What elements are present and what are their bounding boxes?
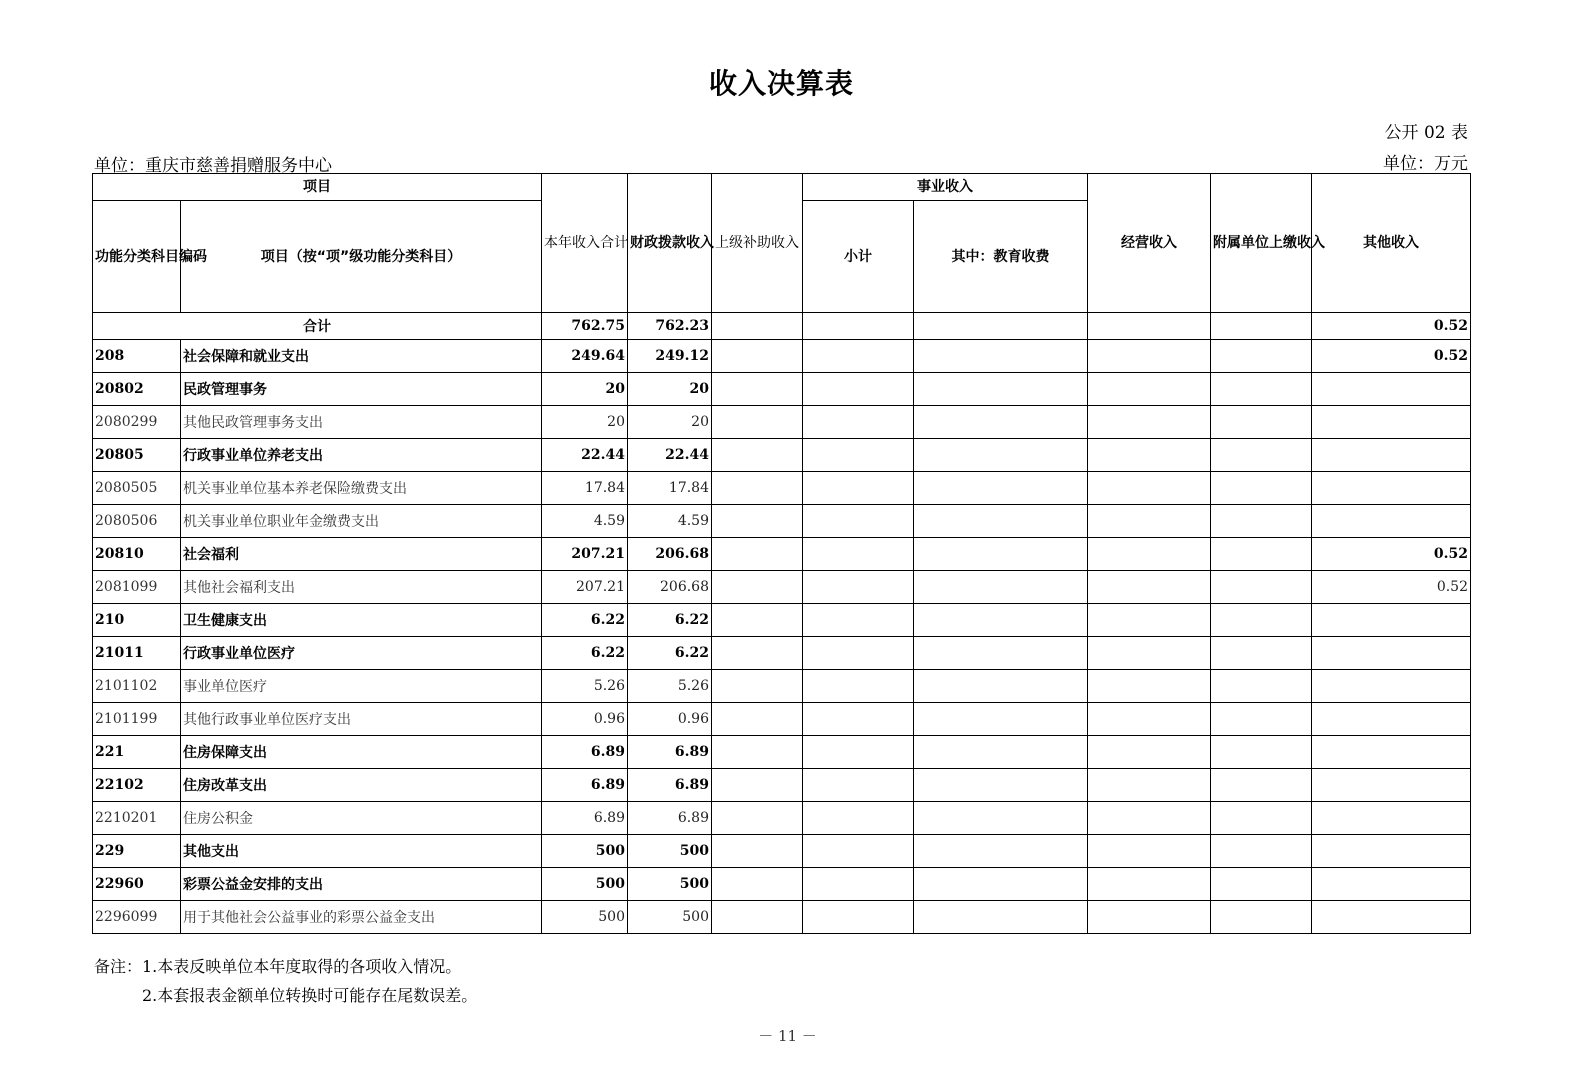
income-table — [92, 173, 1471, 934]
row-other — [1312, 406, 1471, 439]
row-operating — [1088, 769, 1211, 802]
row-superior — [712, 802, 803, 835]
row-total: 6.89 — [542, 736, 628, 769]
page-title: 收入决算表 — [708, 67, 854, 100]
total-label: 合计 — [93, 313, 542, 340]
table-row — [93, 736, 1471, 769]
page-number: － 11 － — [758, 1027, 817, 1045]
row-operating — [1088, 868, 1211, 901]
header-fiscal: 财政拨款收入 — [628, 174, 712, 313]
row-fiscal: 500 — [628, 901, 712, 934]
row-affiliated — [1211, 901, 1312, 934]
row-education — [914, 736, 1088, 769]
row-operating — [1088, 835, 1211, 868]
row-superior — [712, 736, 803, 769]
row-total: 500 — [542, 835, 628, 868]
total-superior-value — [712, 313, 803, 340]
row-subtotal — [803, 637, 914, 670]
row-superior — [712, 439, 803, 472]
table-row — [93, 901, 1471, 934]
note-2: 2.本套报表金额单位转换时可能存在尾数误差。 — [142, 986, 478, 1005]
row-total: 20 — [542, 373, 628, 406]
row-other: 0.52 — [1312, 538, 1471, 571]
header-project: 项目 — [93, 174, 542, 201]
row-superior — [712, 571, 803, 604]
row-education — [914, 769, 1088, 802]
row-operating — [1088, 670, 1211, 703]
row-fiscal: 0.96 — [628, 703, 712, 736]
row-subtotal — [803, 340, 914, 373]
row-education — [914, 802, 1088, 835]
row-affiliated — [1211, 505, 1312, 538]
row-code: 2080505 — [93, 472, 181, 505]
total-subtotal-value — [803, 313, 914, 340]
row-subtotal — [803, 505, 914, 538]
total-operating-value — [1088, 313, 1211, 340]
total-row — [93, 313, 1471, 340]
row-subtotal — [803, 802, 914, 835]
row-code: 2101199 — [93, 703, 181, 736]
row-name: 行政事业单位养老支出 — [181, 439, 542, 472]
row-code: 21011 — [93, 637, 181, 670]
row-education — [914, 901, 1088, 934]
row-superior — [712, 505, 803, 538]
row-superior — [712, 406, 803, 439]
row-subtotal — [803, 736, 914, 769]
row-other — [1312, 835, 1471, 868]
table-row — [93, 406, 1471, 439]
row-affiliated — [1211, 868, 1312, 901]
row-name: 行政事业单位医疗 — [181, 637, 542, 670]
row-fiscal: 20 — [628, 373, 712, 406]
row-total: 6.89 — [542, 769, 628, 802]
row-fiscal: 249.12 — [628, 340, 712, 373]
row-education — [914, 538, 1088, 571]
row-total: 6.22 — [542, 604, 628, 637]
row-subtotal — [803, 571, 914, 604]
row-superior — [712, 901, 803, 934]
header-other: 其他收入 — [1312, 174, 1471, 313]
row-code: 22102 — [93, 769, 181, 802]
row-total: 6.22 — [542, 637, 628, 670]
table-row — [93, 802, 1471, 835]
row-code: 210 — [93, 604, 181, 637]
row-education — [914, 835, 1088, 868]
row-fiscal: 6.89 — [628, 769, 712, 802]
row-fiscal: 206.68 — [628, 538, 712, 571]
row-affiliated — [1211, 670, 1312, 703]
row-fiscal: 5.26 — [628, 670, 712, 703]
row-total: 17.84 — [542, 472, 628, 505]
row-name: 住房公积金 — [181, 802, 542, 835]
row-operating — [1088, 802, 1211, 835]
row-name: 其他民政管理事务支出 — [181, 406, 542, 439]
row-code: 221 — [93, 736, 181, 769]
row-subtotal — [803, 901, 914, 934]
row-superior — [712, 538, 803, 571]
row-fiscal: 500 — [628, 835, 712, 868]
row-superior — [712, 868, 803, 901]
row-superior — [712, 373, 803, 406]
row-name: 卫生健康支出 — [181, 604, 542, 637]
row-code: 2081099 — [93, 571, 181, 604]
total-education-value — [914, 313, 1088, 340]
row-total: 207.21 — [542, 571, 628, 604]
row-other — [1312, 472, 1471, 505]
row-other — [1312, 439, 1471, 472]
row-education — [914, 571, 1088, 604]
total-income-value: 762.75 — [542, 313, 628, 340]
row-fiscal: 206.68 — [628, 571, 712, 604]
row-name: 事业单位医疗 — [181, 670, 542, 703]
row-education — [914, 340, 1088, 373]
row-affiliated — [1211, 604, 1312, 637]
row-operating — [1088, 472, 1211, 505]
row-education — [914, 670, 1088, 703]
header-subtotal: 小计 — [803, 201, 914, 313]
header-business: 事业收入 — [803, 174, 1088, 201]
row-other — [1312, 637, 1471, 670]
row-name: 其他支出 — [181, 835, 542, 868]
row-other — [1312, 604, 1471, 637]
row-operating — [1088, 373, 1211, 406]
row-fiscal: 6.22 — [628, 604, 712, 637]
table-row — [93, 769, 1471, 802]
row-operating — [1088, 901, 1211, 934]
row-code: 208 — [93, 340, 181, 373]
table-row — [93, 835, 1471, 868]
row-affiliated — [1211, 472, 1312, 505]
row-affiliated — [1211, 637, 1312, 670]
row-other: 0.52 — [1312, 340, 1471, 373]
header-total-income: 本年收入合计 — [542, 174, 628, 313]
row-name: 用于其他社会公益事业的彩票公益金支出 — [181, 901, 542, 934]
header-affiliated: 附属单位上缴收入 — [1211, 174, 1312, 313]
row-code: 22960 — [93, 868, 181, 901]
row-subtotal — [803, 406, 914, 439]
row-name: 民政管理事务 — [181, 373, 542, 406]
row-name: 住房保障支出 — [181, 736, 542, 769]
table-row — [93, 637, 1471, 670]
row-fiscal: 6.89 — [628, 802, 712, 835]
row-fiscal: 4.59 — [628, 505, 712, 538]
form-number: 公开 02 表 — [1384, 123, 1468, 143]
row-total: 249.64 — [542, 340, 628, 373]
row-education — [914, 439, 1088, 472]
note-1: 备注：1.本表反映单位本年度取得的各项收入情况。 — [94, 957, 462, 976]
row-subtotal — [803, 670, 914, 703]
row-subtotal — [803, 835, 914, 868]
row-subtotal — [803, 604, 914, 637]
row-superior — [712, 637, 803, 670]
row-fiscal: 22.44 — [628, 439, 712, 472]
row-name: 机关事业单位职业年金缴费支出 — [181, 505, 542, 538]
header-func-code: 功能分类科目编码 — [93, 201, 181, 313]
table-row — [93, 571, 1471, 604]
row-name: 社会福利 — [181, 538, 542, 571]
table-row — [93, 472, 1471, 505]
row-total: 6.89 — [542, 802, 628, 835]
row-education — [914, 604, 1088, 637]
table-row — [93, 868, 1471, 901]
row-education — [914, 373, 1088, 406]
row-code: 20810 — [93, 538, 181, 571]
row-education — [914, 406, 1088, 439]
row-affiliated — [1211, 439, 1312, 472]
row-superior — [712, 835, 803, 868]
table-row — [93, 373, 1471, 406]
row-other — [1312, 868, 1471, 901]
row-other — [1312, 901, 1471, 934]
row-total: 4.59 — [542, 505, 628, 538]
row-operating — [1088, 571, 1211, 604]
row-operating — [1088, 505, 1211, 538]
row-code: 2080506 — [93, 505, 181, 538]
row-affiliated — [1211, 736, 1312, 769]
header-operating: 经营收入 — [1088, 174, 1211, 313]
row-subtotal — [803, 439, 914, 472]
row-total: 500 — [542, 901, 628, 934]
unit-currency: 单位：万元 — [1383, 154, 1468, 174]
row-name: 其他社会福利支出 — [181, 571, 542, 604]
total-other-value: 0.52 — [1312, 313, 1471, 340]
row-fiscal: 17.84 — [628, 472, 712, 505]
row-other — [1312, 703, 1471, 736]
table-row — [93, 604, 1471, 637]
row-code: 20805 — [93, 439, 181, 472]
row-code: 2210201 — [93, 802, 181, 835]
header-education: 其中：教育收费 — [914, 201, 1088, 313]
row-total: 0.96 — [542, 703, 628, 736]
row-superior — [712, 670, 803, 703]
row-subtotal — [803, 472, 914, 505]
row-superior — [712, 769, 803, 802]
row-operating — [1088, 637, 1211, 670]
row-operating — [1088, 406, 1211, 439]
header-superior: 上级补助收入 — [712, 174, 803, 313]
row-fiscal: 6.22 — [628, 637, 712, 670]
row-name: 住房改革支出 — [181, 769, 542, 802]
table-row — [93, 538, 1471, 571]
row-total: 5.26 — [542, 670, 628, 703]
row-operating — [1088, 439, 1211, 472]
row-other — [1312, 769, 1471, 802]
row-subtotal — [803, 373, 914, 406]
row-affiliated — [1211, 703, 1312, 736]
row-education — [914, 472, 1088, 505]
row-code: 2296099 — [93, 901, 181, 934]
row-superior — [712, 703, 803, 736]
row-fiscal: 500 — [628, 868, 712, 901]
row-name: 社会保障和就业支出 — [181, 340, 542, 373]
row-other — [1312, 670, 1471, 703]
row-operating — [1088, 340, 1211, 373]
table-row — [93, 670, 1471, 703]
row-affiliated — [1211, 835, 1312, 868]
row-other: 0.52 — [1312, 571, 1471, 604]
total-fiscal-value: 762.23 — [628, 313, 712, 340]
row-education — [914, 703, 1088, 736]
row-affiliated — [1211, 769, 1312, 802]
row-name: 彩票公益金安排的支出 — [181, 868, 542, 901]
header-item: 项目（按“项”级功能分类科目） — [181, 201, 542, 313]
row-other — [1312, 373, 1471, 406]
row-total: 22.44 — [542, 439, 628, 472]
row-total: 500 — [542, 868, 628, 901]
row-fiscal: 6.89 — [628, 736, 712, 769]
row-superior — [712, 604, 803, 637]
row-superior — [712, 472, 803, 505]
total-affiliated-value — [1211, 313, 1312, 340]
unit-organization: 单位：重庆市慈善捐赠服务中心 — [94, 156, 332, 176]
row-code: 2101102 — [93, 670, 181, 703]
row-superior — [712, 340, 803, 373]
row-subtotal — [803, 868, 914, 901]
row-affiliated — [1211, 802, 1312, 835]
row-code: 20802 — [93, 373, 181, 406]
row-code: 229 — [93, 835, 181, 868]
row-other — [1312, 505, 1471, 538]
row-subtotal — [803, 538, 914, 571]
row-operating — [1088, 703, 1211, 736]
row-operating — [1088, 538, 1211, 571]
row-subtotal — [803, 769, 914, 802]
row-affiliated — [1211, 340, 1312, 373]
row-operating — [1088, 736, 1211, 769]
row-other — [1312, 736, 1471, 769]
row-total: 207.21 — [542, 538, 628, 571]
row-affiliated — [1211, 538, 1312, 571]
table-row — [93, 703, 1471, 736]
row-education — [914, 637, 1088, 670]
row-education — [914, 505, 1088, 538]
row-affiliated — [1211, 406, 1312, 439]
row-other — [1312, 802, 1471, 835]
row-name: 机关事业单位基本养老保险缴费支出 — [181, 472, 542, 505]
table-row — [93, 505, 1471, 538]
row-total: 20 — [542, 406, 628, 439]
row-code: 2080299 — [93, 406, 181, 439]
row-subtotal — [803, 703, 914, 736]
table-row — [93, 439, 1471, 472]
row-operating — [1088, 604, 1211, 637]
table-row — [93, 340, 1471, 373]
row-affiliated — [1211, 373, 1312, 406]
row-name: 其他行政事业单位医疗支出 — [181, 703, 542, 736]
row-education — [914, 868, 1088, 901]
row-fiscal: 20 — [628, 406, 712, 439]
row-affiliated — [1211, 571, 1312, 604]
